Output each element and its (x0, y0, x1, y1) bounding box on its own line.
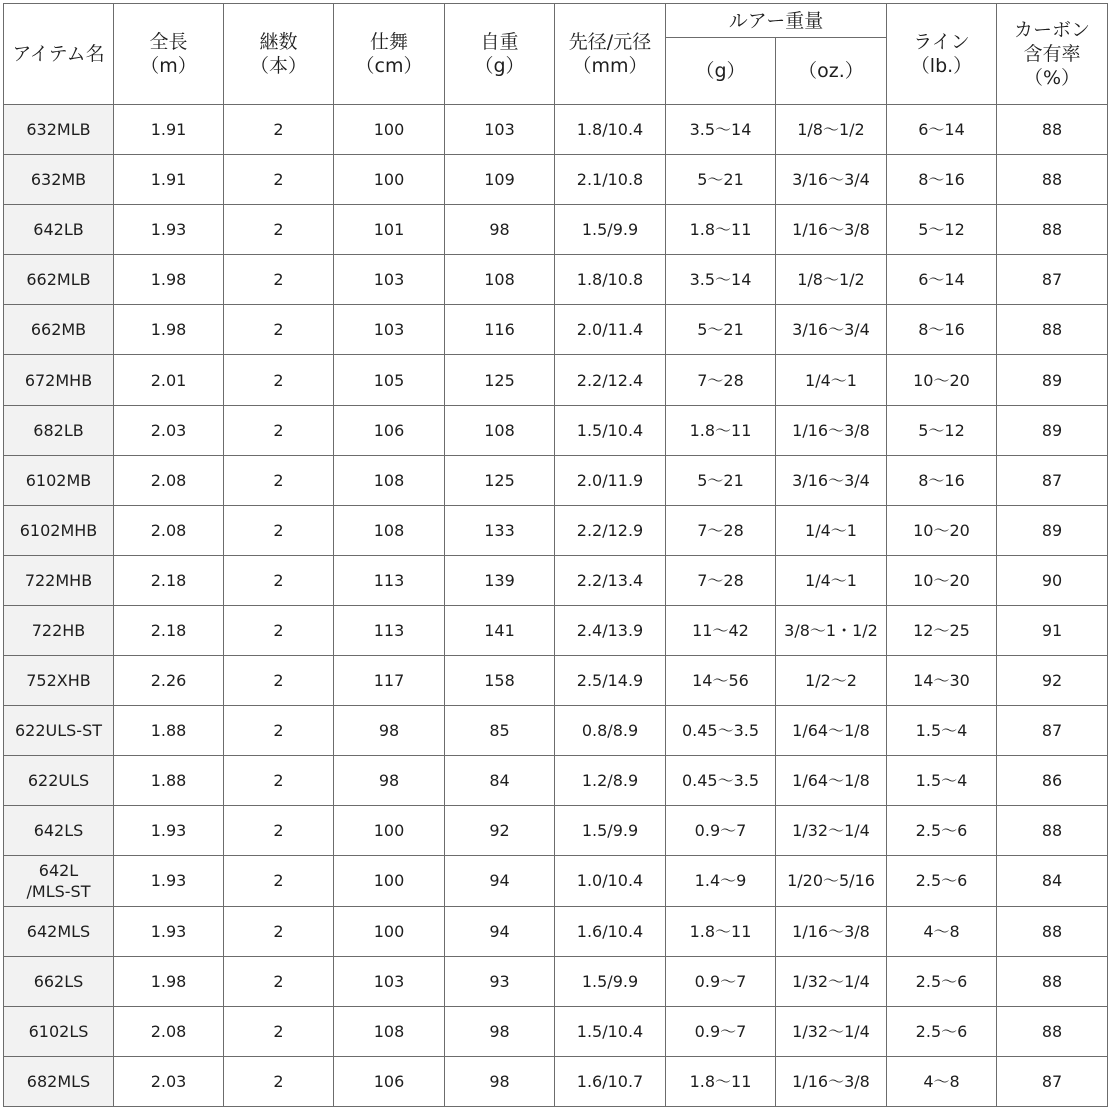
pieces-cell: 2 (224, 1006, 334, 1056)
weight-cell: 133 (445, 505, 555, 555)
line-cell: 14～30 (887, 656, 997, 706)
line-cell: 4～8 (887, 1056, 997, 1106)
lure-oz-cell: 1/32～1/4 (776, 1006, 887, 1056)
lure-g-cell: 1.8～11 (666, 1056, 776, 1106)
carbon-cell: 88 (997, 906, 1108, 956)
weight-cell: 84 (445, 756, 555, 806)
closed-length-cell: 100 (334, 806, 445, 856)
header-line-label: ライン (913, 31, 970, 53)
item-name-text: /MLS-ST (26, 881, 91, 901)
line-cell: 4～8 (887, 906, 997, 956)
line-cell: 8～16 (887, 455, 997, 505)
lure-oz-cell: 3/8～1・1/2 (776, 605, 887, 655)
header-length-unit: （m） (140, 55, 197, 77)
carbon-cell: 88 (997, 806, 1108, 856)
header-closed-length-unit: （cm） (355, 55, 423, 77)
carbon-cell: 89 (997, 405, 1108, 455)
pieces-cell: 2 (224, 806, 334, 856)
lure-g-cell: 7～28 (666, 355, 776, 405)
carbon-cell: 88 (997, 305, 1108, 355)
weight-cell: 93 (445, 956, 555, 1006)
tip-butt-cell: 2.0/11.4 (555, 305, 666, 355)
line-cell: 2.5～6 (887, 806, 997, 856)
line-cell: 5～12 (887, 405, 997, 455)
item-name-cell (4, 405, 114, 455)
header-tip-butt-unit: （mm） (572, 55, 648, 77)
pieces-cell: 2 (224, 255, 334, 305)
carbon-cell: 87 (997, 1056, 1108, 1106)
pieces-cell: 2 (224, 906, 334, 956)
weight-cell: 108 (445, 405, 555, 455)
line-cell: 12～25 (887, 605, 997, 655)
table-row (4, 205, 1108, 255)
item-name-text: 642L (38, 860, 79, 880)
lure-oz-cell: 1/32～1/4 (776, 956, 887, 1006)
item-name-text: 632MLB (26, 120, 91, 140)
tip-butt-cell: 1.5/10.4 (555, 405, 666, 455)
table-row (4, 555, 1108, 605)
table-row (4, 1056, 1108, 1106)
header-carbon-unit: （%） (1023, 67, 1081, 89)
header-pieces (224, 4, 334, 105)
header-lure-oz-unit: （oz.） (798, 60, 864, 82)
item-name-cell (4, 455, 114, 505)
length-cell: 2.08 (114, 1006, 224, 1056)
lure-g-cell: 5～21 (666, 155, 776, 205)
length-cell: 2.08 (114, 455, 224, 505)
header-row-top (4, 4, 1108, 38)
weight-cell: 98 (445, 1006, 555, 1056)
lure-g-cell: 1.4～9 (666, 856, 776, 906)
pieces-cell: 2 (224, 105, 334, 155)
lure-oz-cell: 1/64～1/8 (776, 756, 887, 806)
header-pieces-label: 継数 (259, 31, 298, 53)
closed-length-cell: 100 (334, 906, 445, 956)
table-row (4, 405, 1108, 455)
item-name-cell (4, 956, 114, 1006)
header-length-label: 全長 (149, 31, 188, 53)
closed-length-cell: 106 (334, 405, 445, 455)
spec-table (3, 3, 1108, 1107)
carbon-cell: 84 (997, 856, 1108, 906)
lure-oz-cell: 1/4～1 (776, 355, 887, 405)
lure-oz-cell: 1/32～1/4 (776, 806, 887, 856)
closed-length-cell: 103 (334, 255, 445, 305)
pieces-cell: 2 (224, 205, 334, 255)
weight-cell: 158 (445, 656, 555, 706)
item-name-text: 6102MHB (19, 520, 98, 540)
length-cell: 1.91 (114, 155, 224, 205)
tip-butt-cell: 1.5/9.9 (555, 806, 666, 856)
length-cell: 2.26 (114, 656, 224, 706)
item-name-text: 722HB (31, 620, 86, 640)
closed-length-cell: 103 (334, 956, 445, 1006)
length-cell: 1.93 (114, 806, 224, 856)
lure-oz-cell: 1/4～1 (776, 505, 887, 555)
item-name-text: 642LS (33, 821, 84, 841)
weight-cell: 103 (445, 105, 555, 155)
table-row (4, 505, 1108, 555)
pieces-cell: 2 (224, 956, 334, 1006)
tip-butt-cell: 2.4/13.9 (555, 605, 666, 655)
weight-cell: 125 (445, 355, 555, 405)
lure-g-cell: 11～42 (666, 605, 776, 655)
lure-g-cell: 5～21 (666, 455, 776, 505)
carbon-cell: 86 (997, 756, 1108, 806)
lure-g-cell: 3.5～14 (666, 105, 776, 155)
item-name-text: 642MLS (26, 921, 91, 941)
table-row (4, 605, 1108, 655)
item-name-cell (4, 555, 114, 605)
item-name-cell (4, 1006, 114, 1056)
line-cell: 2.5～6 (887, 1006, 997, 1056)
tip-butt-cell: 2.0/11.9 (555, 455, 666, 505)
table-header (4, 4, 1108, 105)
header-length (114, 4, 224, 105)
lure-g-cell: 0.9～7 (666, 806, 776, 856)
weight-cell: 92 (445, 806, 555, 856)
item-name-text: 672MHB (24, 370, 93, 390)
lure-g-cell: 0.45～3.5 (666, 756, 776, 806)
tip-butt-cell: 2.2/12.9 (555, 505, 666, 555)
item-name-text: 6102LS (28, 1021, 89, 1041)
header-weight-label: 自重 (480, 31, 519, 53)
tip-butt-cell: 1.0/10.4 (555, 856, 666, 906)
lure-g-cell: 1.8～11 (666, 405, 776, 455)
item-name-text: 662LS (33, 971, 84, 991)
closed-length-cell: 100 (334, 856, 445, 906)
length-cell: 1.93 (114, 906, 224, 956)
carbon-cell: 89 (997, 505, 1108, 555)
tip-butt-cell: 1.5/10.4 (555, 1006, 666, 1056)
item-name-text: 642LB (33, 220, 84, 240)
item-name-cell (4, 205, 114, 255)
pieces-cell: 2 (224, 856, 334, 906)
tip-butt-cell: 2.2/13.4 (555, 555, 666, 605)
pieces-cell: 2 (224, 455, 334, 505)
closed-length-cell: 108 (334, 455, 445, 505)
item-name-cell (4, 806, 114, 856)
length-cell: 1.93 (114, 205, 224, 255)
carbon-cell: 88 (997, 1006, 1108, 1056)
weight-cell: 139 (445, 555, 555, 605)
table-row (4, 906, 1108, 956)
closed-length-cell: 101 (334, 205, 445, 255)
length-cell: 1.88 (114, 756, 224, 806)
closed-length-cell: 113 (334, 605, 445, 655)
weight-cell: 109 (445, 155, 555, 205)
carbon-cell: 88 (997, 155, 1108, 205)
carbon-cell: 90 (997, 555, 1108, 605)
item-name-cell (4, 505, 114, 555)
pieces-cell: 2 (224, 355, 334, 405)
item-name-text: 662MLB (26, 270, 91, 290)
pieces-cell: 2 (224, 1056, 334, 1106)
line-cell: 10～20 (887, 355, 997, 405)
weight-cell: 116 (445, 305, 555, 355)
carbon-cell: 87 (997, 255, 1108, 305)
lure-oz-cell: 1/4～1 (776, 555, 887, 605)
closed-length-cell: 117 (334, 656, 445, 706)
item-name-text: 622ULS (27, 771, 90, 791)
table-row (4, 105, 1108, 155)
lure-oz-cell: 1/16～3/8 (776, 205, 887, 255)
carbon-cell: 91 (997, 605, 1108, 655)
lure-g-cell: 0.9～7 (666, 956, 776, 1006)
table-row (4, 656, 1108, 706)
tip-butt-cell: 1.5/9.9 (555, 956, 666, 1006)
item-name-cell (4, 605, 114, 655)
item-name-text: 6102MB (25, 470, 92, 490)
item-name-cell (4, 1056, 114, 1106)
length-cell: 1.98 (114, 255, 224, 305)
weight-cell: 108 (445, 255, 555, 305)
lure-oz-cell: 1/16～3/8 (776, 405, 887, 455)
weight-cell: 98 (445, 205, 555, 255)
closed-length-cell: 108 (334, 505, 445, 555)
pieces-cell: 2 (224, 706, 334, 756)
item-name-text: 622ULS-ST (14, 721, 103, 741)
item-name-text: 752XHB (26, 671, 91, 691)
lure-oz-cell: 1/2～2 (776, 656, 887, 706)
header-item-name-label: アイテム名 (12, 43, 105, 65)
weight-cell: 98 (445, 1056, 555, 1106)
item-name-cell (4, 656, 114, 706)
pieces-cell: 2 (224, 305, 334, 355)
length-cell: 2.01 (114, 355, 224, 405)
carbon-cell: 87 (997, 455, 1108, 505)
lure-oz-cell: 3/16～3/4 (776, 155, 887, 205)
pieces-cell: 2 (224, 656, 334, 706)
weight-cell: 125 (445, 455, 555, 505)
length-cell: 1.88 (114, 706, 224, 756)
closed-length-cell: 108 (334, 1006, 445, 1056)
lure-oz-cell: 1/8～1/2 (776, 105, 887, 155)
tip-butt-cell: 1.5/9.9 (555, 205, 666, 255)
lure-oz-cell: 1/64～1/8 (776, 706, 887, 756)
weight-cell: 94 (445, 856, 555, 906)
header-item-name (4, 4, 114, 105)
table-row (4, 756, 1108, 806)
lure-oz-cell: 1/8～1/2 (776, 255, 887, 305)
carbon-cell: 92 (997, 656, 1108, 706)
weight-cell: 85 (445, 706, 555, 756)
table-row (4, 1006, 1108, 1056)
table-row (4, 455, 1108, 505)
lure-oz-cell: 1/16～3/8 (776, 906, 887, 956)
header-lure-weight-label: ルアー重量 (728, 9, 824, 32)
lure-g-cell: 14～56 (666, 656, 776, 706)
header-carbon (997, 4, 1108, 105)
closed-length-cell: 103 (334, 305, 445, 355)
lure-g-cell: 1.8～11 (666, 906, 776, 956)
line-cell: 5～12 (887, 205, 997, 255)
header-lure-g (666, 38, 776, 105)
lure-g-cell: 0.45～3.5 (666, 706, 776, 756)
closed-length-cell: 98 (334, 756, 445, 806)
header-weight (445, 4, 555, 105)
table-row (4, 255, 1108, 305)
table-row (4, 155, 1108, 205)
item-name-cell (4, 155, 114, 205)
item-name-cell (4, 856, 114, 906)
line-cell: 10～20 (887, 505, 997, 555)
item-name-text: 722MHB (24, 570, 93, 590)
lure-g-cell: 1.8～11 (666, 205, 776, 255)
pieces-cell: 2 (224, 605, 334, 655)
table-body (4, 105, 1108, 1107)
line-cell: 6～14 (887, 105, 997, 155)
length-cell: 1.91 (114, 105, 224, 155)
length-cell: 2.03 (114, 405, 224, 455)
lure-g-cell: 7～28 (666, 505, 776, 555)
pieces-cell: 2 (224, 505, 334, 555)
tip-butt-cell: 1.6/10.4 (555, 906, 666, 956)
header-tip-butt (555, 4, 666, 105)
lure-oz-cell: 1/20～5/16 (776, 856, 887, 906)
length-cell: 2.03 (114, 1056, 224, 1106)
line-cell: 1.5～4 (887, 706, 997, 756)
line-cell: 6～14 (887, 255, 997, 305)
header-closed-length (334, 4, 445, 105)
item-name-text: 682MLS (26, 1071, 91, 1091)
header-weight-unit: （g） (474, 55, 525, 77)
item-name-cell (4, 255, 114, 305)
table-row (4, 856, 1108, 906)
item-name-text: 662MB (30, 320, 87, 340)
carbon-cell: 88 (997, 205, 1108, 255)
table-row (4, 305, 1108, 355)
lure-g-cell: 0.9～7 (666, 1006, 776, 1056)
item-name-text: 632MB (30, 170, 87, 190)
closed-length-cell: 105 (334, 355, 445, 405)
closed-length-cell: 100 (334, 105, 445, 155)
tip-butt-cell: 1.8/10.8 (555, 255, 666, 305)
header-lure-weight (666, 4, 887, 38)
pieces-cell: 2 (224, 155, 334, 205)
line-cell: 2.5～6 (887, 856, 997, 906)
header-pieces-unit: （本） (249, 55, 307, 77)
pieces-cell: 2 (224, 405, 334, 455)
pieces-cell: 2 (224, 756, 334, 806)
header-closed-length-label: 仕舞 (369, 31, 408, 53)
line-cell: 8～16 (887, 155, 997, 205)
closed-length-cell: 113 (334, 555, 445, 605)
header-tip-butt-label: 先径/元径 (568, 31, 652, 53)
item-name-cell (4, 355, 114, 405)
header-line-unit: （lb.） (910, 55, 973, 77)
item-name-cell (4, 706, 114, 756)
header-carbon-label: カーボン (1013, 19, 1090, 41)
carbon-cell: 88 (997, 956, 1108, 1006)
closed-length-cell: 106 (334, 1056, 445, 1106)
carbon-cell: 87 (997, 706, 1108, 756)
line-cell: 10～20 (887, 555, 997, 605)
lure-g-cell: 3.5～14 (666, 255, 776, 305)
header-carbon-label-2: 含有率 (1023, 43, 1081, 65)
line-cell: 2.5～6 (887, 956, 997, 1006)
tip-butt-cell: 0.8/8.9 (555, 706, 666, 756)
line-cell: 8～16 (887, 305, 997, 355)
tip-butt-cell: 2.1/10.8 (555, 155, 666, 205)
lure-oz-cell: 3/16～3/4 (776, 305, 887, 355)
tip-butt-cell: 1.6/10.7 (555, 1056, 666, 1106)
carbon-cell: 88 (997, 105, 1108, 155)
line-cell: 1.5～4 (887, 756, 997, 806)
lure-oz-cell: 1/16～3/8 (776, 1056, 887, 1106)
item-name-cell (4, 756, 114, 806)
tip-butt-cell: 2.5/14.9 (555, 656, 666, 706)
length-cell: 1.98 (114, 305, 224, 355)
closed-length-cell: 98 (334, 706, 445, 756)
table-row (4, 355, 1108, 405)
lure-g-cell: 7～28 (666, 555, 776, 605)
item-name-cell (4, 906, 114, 956)
length-cell: 1.98 (114, 956, 224, 1006)
tip-butt-cell: 1.2/8.9 (555, 756, 666, 806)
item-name-text: 682LB (33, 420, 84, 440)
length-cell: 1.93 (114, 856, 224, 906)
item-name-cell (4, 105, 114, 155)
table-row (4, 956, 1108, 1006)
lure-oz-cell: 3/16～3/4 (776, 455, 887, 505)
item-name-cell (4, 305, 114, 355)
weight-cell: 141 (445, 605, 555, 655)
header-lure-g-unit: （g） (695, 60, 746, 82)
header-line (887, 4, 997, 105)
closed-length-cell: 100 (334, 155, 445, 205)
length-cell: 2.08 (114, 505, 224, 555)
weight-cell: 94 (445, 906, 555, 956)
length-cell: 2.18 (114, 605, 224, 655)
lure-g-cell: 5～21 (666, 305, 776, 355)
header-lure-oz (776, 38, 887, 105)
table-row (4, 706, 1108, 756)
carbon-cell: 89 (997, 355, 1108, 405)
table-row (4, 806, 1108, 856)
length-cell: 2.18 (114, 555, 224, 605)
pieces-cell: 2 (224, 555, 334, 605)
tip-butt-cell: 1.8/10.4 (555, 105, 666, 155)
tip-butt-cell: 2.2/12.4 (555, 355, 666, 405)
